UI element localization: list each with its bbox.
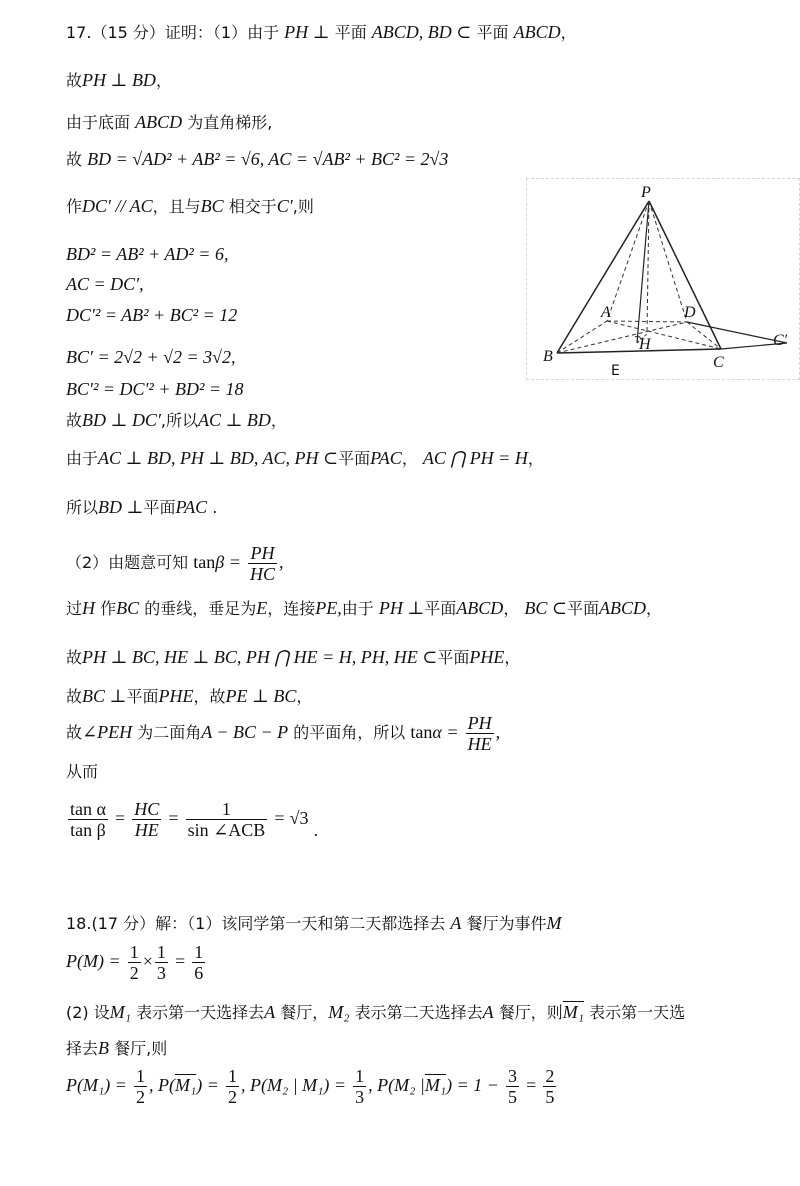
math: tan bbox=[410, 722, 433, 742]
label-Cprime: C′ bbox=[773, 332, 788, 349]
math: BD ⊥ DC′ bbox=[82, 410, 161, 430]
denominator: 3 bbox=[355, 1087, 365, 1107]
math: = bbox=[115, 808, 126, 828]
math: . bbox=[313, 820, 319, 840]
edge-PD bbox=[649, 201, 687, 322]
p17-line-1 bbox=[66, 20, 577, 45]
text: 为二面角 bbox=[137, 723, 202, 742]
math: H bbox=[82, 598, 96, 618]
numerator: 3 bbox=[508, 1066, 518, 1086]
p17-line-4 bbox=[66, 147, 448, 172]
math: ABCD bbox=[456, 598, 504, 618]
denominator: HC bbox=[250, 564, 276, 584]
p17-eq-4: BC′ = 2√2 + √2 = 3√2, bbox=[66, 347, 236, 367]
text: ， bbox=[296, 687, 313, 706]
numerator: 1 bbox=[355, 1066, 365, 1086]
text: 表示第二天选择去 bbox=[354, 1003, 483, 1022]
fraction bbox=[186, 799, 268, 840]
math: BC bbox=[116, 598, 140, 618]
math: BC ⊂ bbox=[524, 598, 568, 618]
p17-line-16 bbox=[66, 645, 520, 670]
denominator: HE bbox=[467, 734, 492, 754]
label-D: D bbox=[684, 304, 696, 321]
p18-line-3 bbox=[66, 1000, 685, 1025]
math: ABCD bbox=[135, 112, 183, 132]
math: , bbox=[495, 722, 501, 742]
numerator: HC bbox=[134, 799, 160, 819]
text: ， bbox=[155, 71, 172, 90]
p17-line-20 bbox=[66, 792, 318, 845]
text: 为直角梯形, bbox=[187, 113, 273, 132]
text: ,所以 bbox=[160, 411, 198, 430]
math: M₂ bbox=[328, 1002, 350, 1022]
text: 择去 bbox=[66, 1039, 99, 1058]
denominator: tan β bbox=[70, 820, 106, 840]
numerator: tan α bbox=[70, 799, 106, 819]
text: 由于 bbox=[341, 599, 374, 618]
p17-eq-1: BD² = AB² + AD² = 6, bbox=[66, 244, 229, 264]
math: B bbox=[98, 1038, 110, 1058]
math: PHE bbox=[469, 647, 505, 667]
text: 平面 bbox=[126, 687, 159, 706]
text: 故 bbox=[66, 723, 83, 742]
math: M₁ bbox=[424, 1075, 447, 1095]
text: ， bbox=[560, 23, 577, 42]
p18-line-1 bbox=[66, 911, 562, 936]
fraction bbox=[226, 1066, 239, 1107]
text: (2) 设 bbox=[66, 1003, 110, 1022]
numerator: 1 bbox=[156, 942, 166, 962]
p17-line-15 bbox=[66, 596, 662, 621]
math: P(M) = bbox=[66, 951, 121, 971]
text: 故 bbox=[66, 687, 83, 706]
text: 作 bbox=[100, 599, 117, 618]
math: PAC bbox=[175, 497, 208, 517]
text: 所以 bbox=[66, 498, 99, 517]
label-A: A bbox=[601, 304, 611, 321]
denominator: 5 bbox=[508, 1087, 518, 1107]
text: 餐厅，则 bbox=[498, 1003, 563, 1022]
p17-eq-5: BC′² = DC′² + BD² = 18 bbox=[66, 379, 244, 399]
math: BC bbox=[200, 196, 224, 216]
text: 相交于 bbox=[228, 197, 277, 216]
p17-eq-3: DC′² = AB² + BC² = 12 bbox=[66, 305, 238, 325]
numerator: PH bbox=[248, 543, 277, 564]
text: ，故 bbox=[193, 687, 226, 706]
text: 作 bbox=[66, 197, 83, 216]
math: A − BC − P bbox=[201, 722, 289, 742]
text: 故 bbox=[66, 71, 83, 90]
fraction bbox=[353, 1066, 366, 1107]
numerator: PH bbox=[467, 713, 492, 733]
math: M bbox=[546, 913, 562, 933]
text: 平面 bbox=[437, 648, 470, 667]
text: 由于 bbox=[66, 449, 99, 468]
fraction bbox=[134, 1066, 147, 1107]
label-P: P bbox=[641, 184, 651, 201]
fraction bbox=[466, 713, 494, 754]
text: 的垂线，垂足为 bbox=[144, 599, 257, 618]
text: 平面 bbox=[338, 449, 371, 468]
math: PH ⊥ bbox=[378, 598, 425, 618]
numerator: 1 bbox=[227, 1066, 237, 1086]
text: ， bbox=[527, 449, 544, 468]
text: 过 bbox=[66, 599, 83, 618]
math: A bbox=[450, 913, 462, 933]
p18-line-4 bbox=[66, 1036, 167, 1061]
denominator: sin ∠ACB bbox=[187, 820, 266, 840]
math: PH ⊥ bbox=[284, 22, 330, 42]
pyramid-figure bbox=[526, 178, 800, 380]
math: PHE bbox=[158, 686, 194, 706]
p17-line-19: 从而 bbox=[66, 762, 99, 781]
diagonal-BD bbox=[557, 322, 687, 353]
p17-line-3 bbox=[66, 110, 272, 135]
math: ABCD, BD ⊂ bbox=[371, 22, 472, 42]
denominator: HE bbox=[134, 820, 159, 840]
text: 故 bbox=[66, 648, 83, 667]
denominator: 3 bbox=[156, 963, 166, 983]
fraction bbox=[192, 942, 205, 983]
math: AC ⋂ PH = H bbox=[422, 448, 528, 468]
text: 平面 bbox=[424, 599, 457, 618]
math: ) = bbox=[196, 1075, 219, 1095]
p18-line-2 bbox=[66, 936, 207, 987]
math: C′ bbox=[276, 196, 293, 216]
text: ，连接 bbox=[267, 599, 316, 618]
denominator: 6 bbox=[194, 963, 204, 983]
text: ，且与 bbox=[152, 197, 201, 216]
p17-line-18 bbox=[66, 708, 500, 757]
math: DC′ // AC bbox=[82, 196, 153, 216]
denominator: 2 bbox=[135, 1087, 145, 1107]
text: 表示第一天选 bbox=[589, 1003, 686, 1022]
denominator: 2 bbox=[227, 1087, 237, 1107]
text: 表示第一天选择去 bbox=[136, 1003, 265, 1022]
math: × bbox=[142, 951, 153, 971]
math: BD = √AD² + AB² = √6, AC = √AB² + BC² = 2√3 bbox=[87, 149, 449, 169]
numerator: 2 bbox=[545, 1066, 555, 1086]
math: , P( bbox=[148, 1075, 175, 1095]
math: , P(M₂ | bbox=[368, 1075, 425, 1095]
math: PH ⊥ BD bbox=[82, 70, 156, 90]
math: A bbox=[264, 1002, 276, 1022]
math: β = bbox=[215, 552, 241, 572]
numerator: 1 bbox=[135, 1066, 145, 1086]
p17-line-5 bbox=[66, 194, 314, 219]
numerator: 1 bbox=[194, 942, 204, 962]
math: PAC bbox=[370, 448, 402, 468]
label-B: B bbox=[543, 348, 553, 365]
edge-AB bbox=[557, 321, 607, 353]
math: √3 bbox=[289, 808, 309, 828]
math: ABCD bbox=[599, 598, 647, 618]
text: . bbox=[212, 498, 218, 517]
text: 餐厅为事件 bbox=[466, 914, 547, 933]
math: M₁ bbox=[562, 1002, 584, 1022]
text: ， bbox=[504, 648, 521, 667]
math: , P(M₂ | M₁) = bbox=[240, 1075, 347, 1095]
math: BC ⊥ bbox=[82, 686, 127, 706]
math: ∠PEH bbox=[82, 722, 133, 742]
p17-line-2 bbox=[66, 68, 172, 93]
text: 故 bbox=[66, 411, 83, 430]
math: = bbox=[174, 951, 186, 971]
text: 平面 bbox=[143, 498, 176, 517]
label-E: E bbox=[611, 363, 620, 379]
text: ， bbox=[503, 599, 520, 618]
text: 平面 bbox=[476, 23, 509, 42]
math: , bbox=[279, 552, 284, 572]
math: = bbox=[168, 808, 179, 828]
fraction bbox=[506, 1066, 519, 1107]
text: ， bbox=[270, 411, 287, 430]
math: M₁ bbox=[174, 1075, 197, 1095]
math: AC ⊥ BD, PH ⊥ BD, AC, PH ⊂ bbox=[98, 448, 339, 468]
text: 餐厅,则 bbox=[114, 1039, 168, 1058]
p17-line-14 bbox=[66, 538, 284, 587]
text: 平面 bbox=[567, 599, 600, 618]
math: = bbox=[274, 808, 285, 828]
math: BD ⊥ bbox=[98, 497, 144, 517]
text: 平面 bbox=[334, 23, 367, 42]
fraction bbox=[155, 942, 168, 983]
math: = bbox=[526, 1075, 537, 1095]
denominator: 5 bbox=[545, 1087, 555, 1107]
pyramid-diagram bbox=[527, 179, 799, 379]
fraction bbox=[68, 799, 108, 840]
p17-eq-2: AC = DC′, bbox=[66, 274, 144, 294]
edge-DCp bbox=[687, 322, 787, 343]
math: E bbox=[256, 598, 268, 618]
label-H: H bbox=[639, 336, 651, 353]
fraction bbox=[132, 799, 161, 840]
text: 故 bbox=[66, 150, 83, 169]
math: PE, bbox=[315, 598, 342, 618]
math: PH ⊥ BC, HE ⊥ BC, PH ⋂ HE = H, PH, HE ⊂ bbox=[82, 647, 438, 667]
fraction bbox=[543, 1066, 556, 1107]
math: P(M₁) = bbox=[66, 1075, 127, 1095]
math: α = bbox=[432, 722, 459, 742]
math: ) = 1 − bbox=[446, 1075, 499, 1095]
text: ， bbox=[401, 449, 418, 468]
p17-line-13 bbox=[66, 495, 217, 520]
numerator: 1 bbox=[186, 799, 268, 820]
label-C: C bbox=[713, 354, 724, 371]
math: M₁ bbox=[109, 1002, 132, 1022]
math: tan bbox=[193, 552, 216, 572]
p17-line-12 bbox=[66, 446, 544, 471]
math: PE ⊥ BC bbox=[225, 686, 297, 706]
text: 餐厅， bbox=[280, 1003, 329, 1022]
fraction bbox=[248, 543, 277, 584]
p17-line-11 bbox=[66, 408, 287, 433]
numerator: 1 bbox=[129, 942, 139, 962]
math: A bbox=[482, 1002, 494, 1022]
text: （2）由题意可知 bbox=[66, 553, 189, 572]
denominator: 2 bbox=[129, 963, 139, 983]
edge-PB bbox=[557, 201, 649, 353]
math: ABCD bbox=[513, 22, 561, 42]
math: AC ⊥ BD bbox=[197, 410, 271, 430]
text: 18.(17 分）解：（1）该同学第一天和第二天都选择去 bbox=[66, 914, 446, 933]
fraction bbox=[128, 942, 141, 983]
text: 的平面角，所以 bbox=[293, 723, 406, 742]
p18-line-5 bbox=[66, 1060, 558, 1111]
p17-line-17 bbox=[66, 684, 312, 709]
text: ,则 bbox=[292, 197, 314, 216]
text: 由于底面 bbox=[66, 113, 131, 132]
text: 17.（15 分）证明：（1）由于 bbox=[66, 23, 280, 42]
text: ， bbox=[646, 599, 663, 618]
